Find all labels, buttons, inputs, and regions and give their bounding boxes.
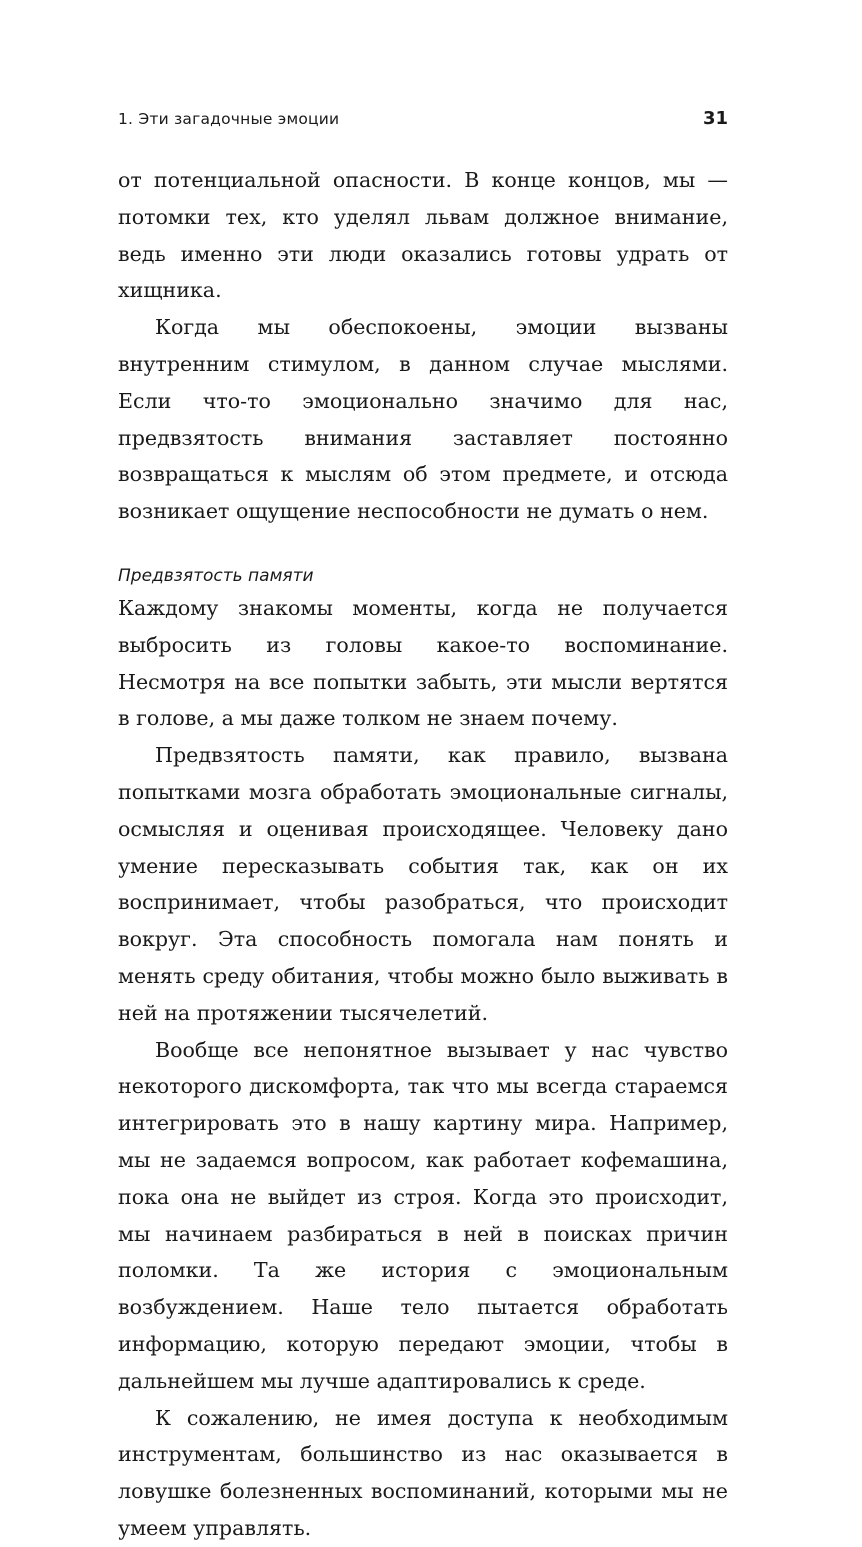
section-heading: Предвзятость памяти [118, 565, 314, 586]
paragraph: Вообще все непонятное вызывает у нас чувство некоторого дискомфорта, так что мы всегда стараемся интегрировать это в нашу картину мира. Например, мы не задаемся вопросом, как работает кофемашина, пока она не выйдет из строя. Когда это происходит, мы начинаем разбираться в ней в поисках причин поломки. Та же история с эмоциональным возбуждением. Наше тело пытается обработать информацию, которую передают эмоции, чтобы в дальнейшем мы лучше адаптировались к среде. [118, 1037, 728, 1393]
body-text [118, 162, 728, 1547]
paragraph: от потенциальной опасности. В конце концов, мы — потомки тех, кто уделял львам должное внимание, ведь именно эти люди оказались готовы удрать от хищника. [118, 168, 728, 303]
paragraph: Когда мы обеспокоены, эмоции вызваны внутренним стимулом, в данном случае мыслями. Если что-то эмоционально значимо для нас, предвзятость внимания заставляет постоянно возвращаться к мыслям об этом предмете, и отсюда возникает ощущение неспособности не думать о нем. [118, 315, 728, 524]
page-number: 31 [702, 108, 728, 129]
running-header [118, 108, 728, 136]
paragraph: Предвзятость памяти, как правило, вызвана попытками мозга обработать эмоциональные сигналы, осмысляя и оценивая происходящее. Человеку дано умение пересказывать события так, как он их воспринимает, чтобы разобраться, что происходит вокруг. Эта способность помогала нам понять и менять среду обитания, чтобы можно было выживать в ней на протяжении тысячелетий. [118, 743, 728, 1025]
paragraph: Каждому знакомы моменты, когда не получается выбросить из головы какое-то воспоминание. Несмотря на все попытки забыть, эти мысли вертятся в голове, а мы даже толком не знаем почему. [118, 595, 728, 731]
paragraph: К сожалению, не имея доступа к необходимым инструментам, большинство из нас оказывается в ловушке болезненных воспоминаний, которыми мы не умеем управлять. [118, 1405, 728, 1540]
running-title: 1. Эти загадочные эмоции [118, 110, 340, 128]
